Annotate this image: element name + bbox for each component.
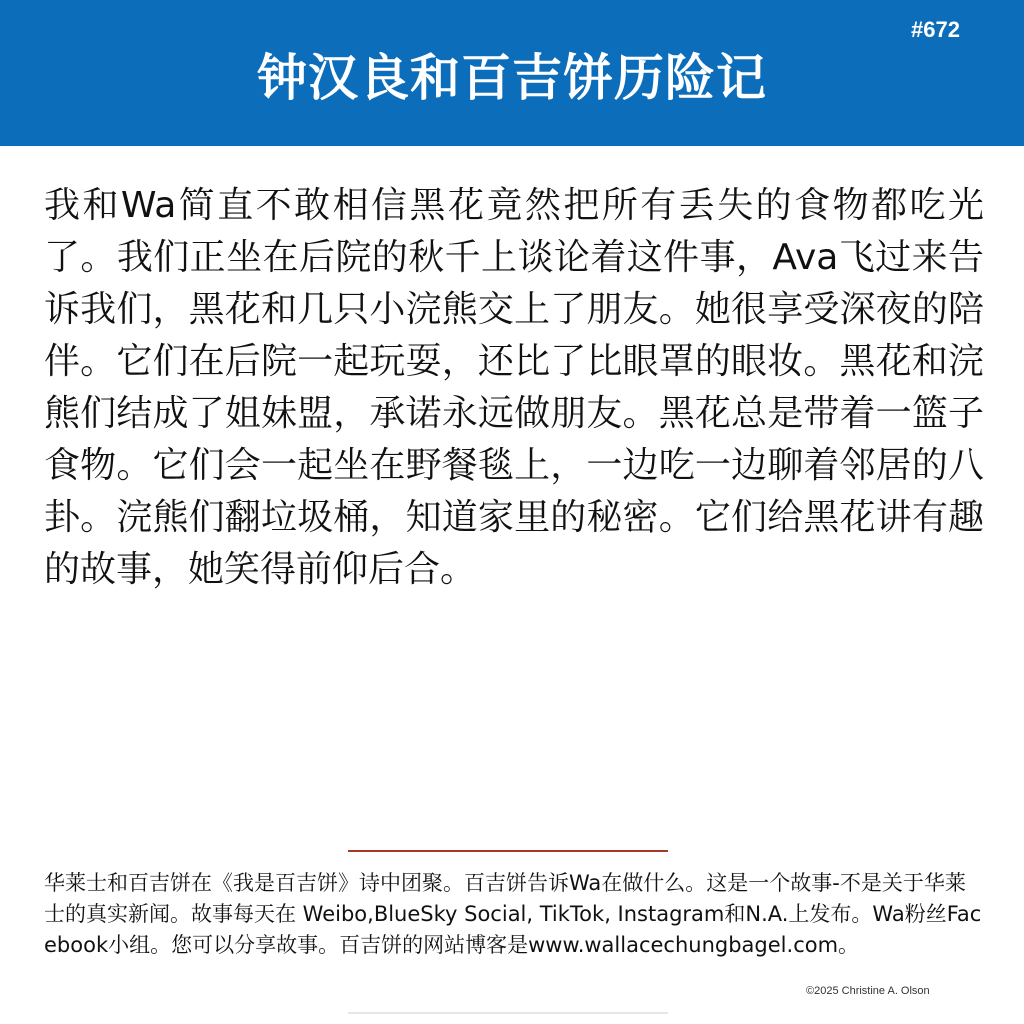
bottom-divider	[348, 1012, 668, 1014]
copyright-notice: ©2025 Christine A. Olson	[806, 985, 930, 997]
title-banner	[0, 0, 1024, 146]
episode-number: #672	[911, 17, 960, 42]
page-title: 钟汉良和百吉饼历险记	[257, 49, 767, 107]
story-text: 我和Wa简直不敢相信黑花竟然把所有丢失的食物都吃光了。我们正坐在后院的秋千上谈论着这件事，Ava飞过来告诉我们，黑花和几只小浣熊交上了朋友。她很享受深夜的陪伴。它们在后院一起玩耍，还比了比眼罩的眼妆。黑花和浣熊们结成了姐妹盟，承诺永远做朋友。黑花总是带着一篮子食物。它们会一起坐在野餐毯上，一边吃一边聊着邻居的八卦。浣熊们翻垃圾桶，知道家里的秘密。它们给黑花讲有趣的故事，她笑得前仰后合。	[44, 185, 984, 590]
section-divider	[348, 850, 668, 852]
footer-note: 华莱士和百吉饼在《我是百吉饼》诗中团聚。百吉饼告诉Wa在做什么。这是一个故事-不是关于华莱士的真实新闻。故事每天在 Weibo,BlueSky Social, TikTok, Instagram和N.A.上发布。Wa粉丝Facebook小组。您可以分享故事。百吉饼的网站博客是www.wallacechungbagel.com。	[44, 871, 982, 957]
